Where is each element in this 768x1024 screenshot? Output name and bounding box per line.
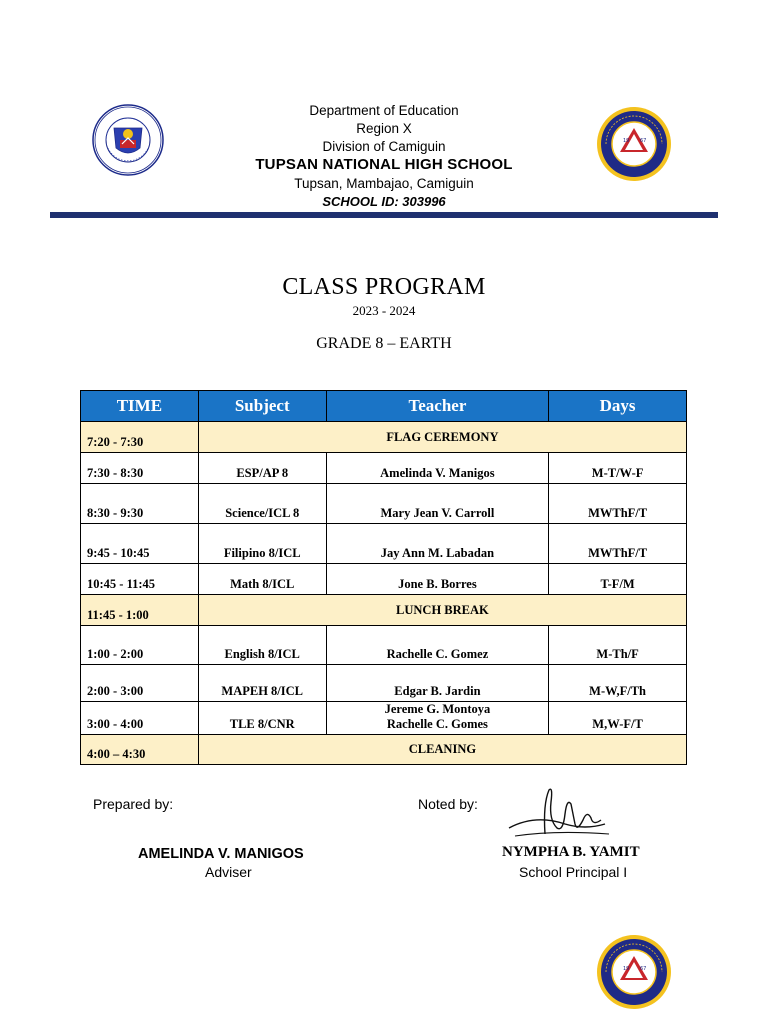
table-row xyxy=(81,453,687,484)
noted-by-role: School Principal I xyxy=(519,864,628,880)
time-cell: 2:00 - 3:00 xyxy=(81,665,199,702)
days-cell: M-Th/F xyxy=(549,626,687,665)
header-days: Days xyxy=(549,391,687,422)
prepared-by-name: AMELINDA V. MANIGOS xyxy=(138,846,304,862)
school-address: Tupsan, Mambajao, Camiguin xyxy=(294,176,474,191)
class-program-table xyxy=(80,390,687,765)
handwritten-signature-icon xyxy=(505,784,615,846)
flag-ceremony-cell: FLAG CEREMONY xyxy=(198,422,686,453)
header-rule xyxy=(50,212,718,218)
teacher-cell: Jay Ann M. Labadan xyxy=(326,524,549,564)
school-id: SCHOOL ID: 303996 xyxy=(322,194,446,209)
teacher-name-1: Jereme G. Montoya xyxy=(384,702,491,716)
subject-cell: Science/ICL 8 xyxy=(198,484,326,524)
days-cell: M-W,F/Th xyxy=(549,665,687,702)
time-cell: 8:30 - 9:30 xyxy=(81,484,199,524)
teacher-cell: Amelinda V. Manigos xyxy=(326,453,549,484)
table-row xyxy=(81,665,687,702)
svg-text:19: 19 xyxy=(623,138,630,144)
school-year: 2023 - 2024 xyxy=(352,303,416,318)
days-cell: T-F/M xyxy=(549,564,687,595)
teacher-name-2: Rachelle C. Gomes xyxy=(386,717,488,731)
days-cell: M-T/W-F xyxy=(549,453,687,484)
time-cell: 11:45 - 1:00 xyxy=(81,595,199,626)
time-cell: 7:30 - 8:30 xyxy=(81,453,199,484)
subject-cell: Math 8/ICL xyxy=(198,564,326,595)
days-cell: M,W-F/T xyxy=(549,702,687,735)
region-name: Region X xyxy=(356,121,412,136)
subject-cell: TLE 8/CNR xyxy=(198,702,326,735)
grade-section: GRADE 8 – EARTH xyxy=(316,335,452,352)
division-name: Division of Camiguin xyxy=(322,139,446,154)
table-row xyxy=(81,735,687,765)
time-cell: 1:00 - 2:00 xyxy=(81,626,199,665)
teacher-cell: Mary Jean V. Carroll xyxy=(326,484,549,524)
header-teacher: Teacher xyxy=(326,391,549,422)
table-row xyxy=(81,702,687,735)
time-cell: 7:20 - 7:30 xyxy=(81,422,199,453)
table-header-row xyxy=(81,391,687,422)
school-seal-icon xyxy=(596,106,672,182)
table-row xyxy=(81,595,687,626)
teacher-cell: Rachelle C. Gomez xyxy=(326,626,549,665)
cleaning-cell: CLEANING xyxy=(198,735,686,765)
noted-by-label: Noted by: xyxy=(418,796,478,812)
time-cell: 4:00 – 4:30 xyxy=(81,735,199,765)
subject-cell: English 8/ICL xyxy=(198,626,326,665)
subject-cell: ESP/AP 8 xyxy=(198,453,326,484)
teacher-cell xyxy=(326,702,549,735)
page-title: CLASS PROGRAM xyxy=(282,274,486,300)
school-name: TUPSAN NATIONAL HIGH SCHOOL xyxy=(255,156,513,173)
noted-by-name: NYMPHA B. YAMIT xyxy=(502,844,640,860)
days-cell: MWThF/T xyxy=(549,524,687,564)
table-row xyxy=(81,524,687,564)
school-seal-icon xyxy=(596,934,672,1010)
time-cell: 10:45 - 11:45 xyxy=(81,564,199,595)
svg-text:67: 67 xyxy=(640,966,647,972)
table-row xyxy=(81,564,687,595)
table-row xyxy=(81,422,687,453)
time-cell: 3:00 - 4:00 xyxy=(81,702,199,735)
prepared-by-label: Prepared by: xyxy=(93,796,174,812)
lunch-break-cell: LUNCH BREAK xyxy=(198,595,686,626)
subject-cell: MAPEH 8/ICL xyxy=(198,665,326,702)
table-row xyxy=(81,626,687,665)
teacher-cell: Edgar B. Jardin xyxy=(326,665,549,702)
department-name: Department of Education xyxy=(309,103,459,118)
svg-text:19: 19 xyxy=(623,966,630,972)
header-time: TIME xyxy=(81,391,199,422)
teacher-cell: Jone B. Borres xyxy=(326,564,549,595)
time-cell: 9:45 - 10:45 xyxy=(81,524,199,564)
days-cell: MWThF/T xyxy=(549,484,687,524)
subject-cell: Filipino 8/ICL xyxy=(198,524,326,564)
svg-text:67: 67 xyxy=(640,138,647,144)
table-row xyxy=(81,484,687,524)
header-subject: Subject xyxy=(198,391,326,422)
prepared-by-role: Adviser xyxy=(205,864,252,880)
